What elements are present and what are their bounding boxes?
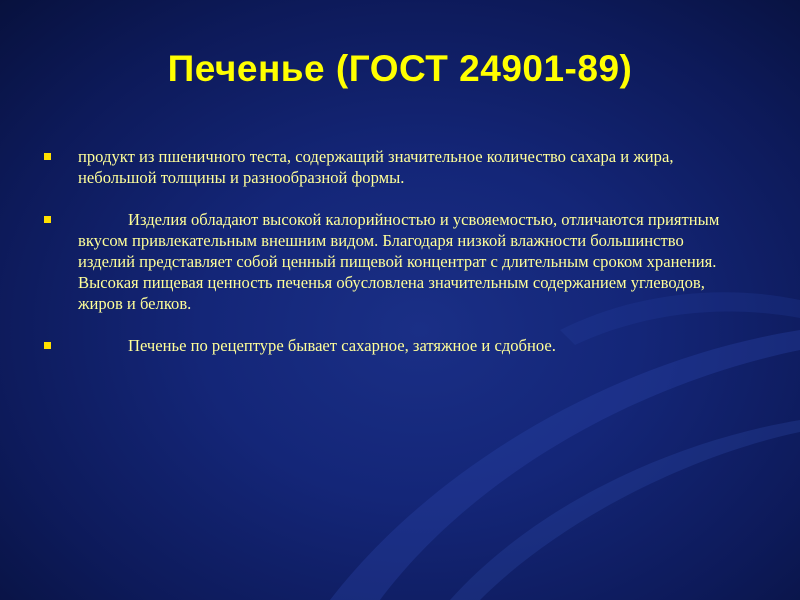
- bullet-text: Изделия обладают высокой калорийностью и усвояемостью, отличаются приятным вкусом привлекательным внешним видом. Благодаря низкой влажности большинство изделий представляет собой ценный пищевой концентрат с длительным сроком хранения. Высокая пищевая ценность печенья обусловлена значительным содержанием углеводов, жиров и белков.: [78, 210, 720, 313]
- bullet-item: [44, 146, 744, 188]
- bullet-list: [44, 146, 744, 377]
- square-bullet-icon: [44, 342, 51, 349]
- bullet-item: [44, 335, 744, 356]
- bullet-text: продукт из пшеничного теста, содержащий значительное количество сахара и жира, небольшой толщины и разнообразной формы.: [78, 147, 674, 187]
- bullet-text: Печенье по рецептуре бывает сахарное, затяжное и сдобное.: [128, 336, 556, 355]
- square-bullet-icon: [44, 153, 51, 160]
- square-bullet-icon: [44, 216, 51, 223]
- slide-title: Печенье (ГОСТ 24901-89): [167, 48, 633, 89]
- bullet-item: [44, 209, 744, 314]
